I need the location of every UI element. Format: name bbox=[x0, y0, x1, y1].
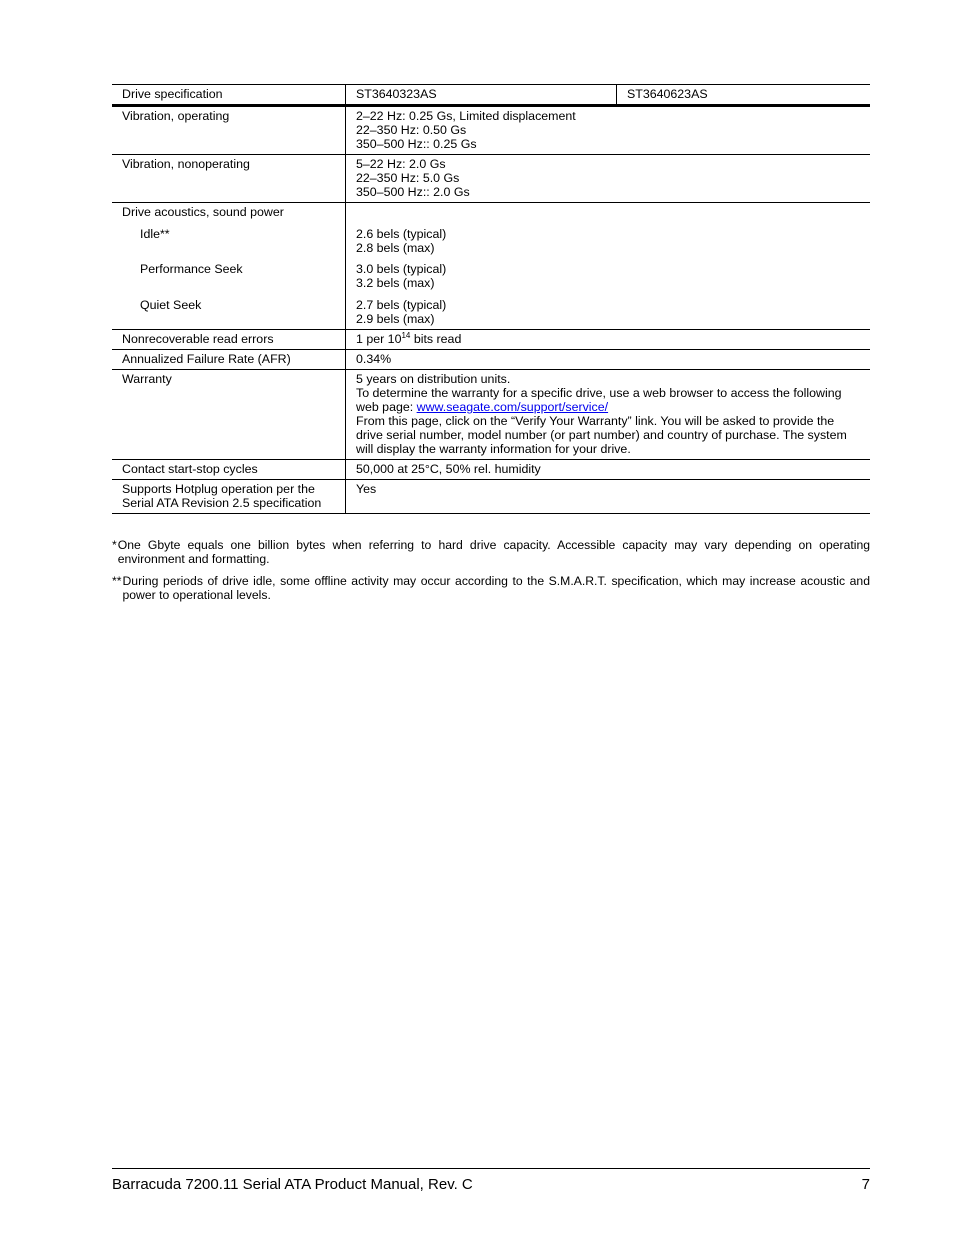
value-line: 22–350 Hz: 0.50 Gs bbox=[356, 123, 467, 137]
footnote-mark: ** bbox=[112, 574, 122, 588]
row-value: 50,000 at 25°C, 50% rel. humidity bbox=[346, 460, 871, 480]
row-value: 0.34% bbox=[346, 350, 871, 370]
quiet-typical: 2.7 bels (typical) bbox=[356, 298, 447, 312]
header-model-2: ST3640623AS bbox=[617, 85, 871, 106]
footnotes bbox=[112, 538, 870, 610]
table-row-warranty bbox=[112, 370, 870, 460]
value-line: 350–500 Hz:: 2.0 Gs bbox=[356, 185, 470, 199]
page-number: 7 bbox=[861, 1176, 870, 1193]
row-value bbox=[346, 106, 871, 155]
table-row-afr bbox=[112, 350, 870, 370]
row-label bbox=[112, 203, 346, 330]
row-label: Contact start-stop cycles bbox=[112, 460, 346, 480]
row-value bbox=[346, 155, 871, 203]
footnote bbox=[112, 538, 870, 566]
footnote-text: During periods of drive idle, some offline activity may occur according to the S.M.A.R.T. specification, which may increase acoustic and power to operational levels. bbox=[122, 574, 870, 602]
acoustics-quiet-label: Quiet Seek bbox=[140, 298, 202, 312]
table-row-vibration-operating bbox=[112, 106, 870, 155]
row-value bbox=[346, 203, 871, 330]
spec-table bbox=[112, 84, 870, 514]
row-label: Vibration, operating bbox=[112, 106, 346, 155]
row-label: Warranty bbox=[112, 370, 346, 460]
acoustics-performance-label: Performance Seek bbox=[140, 262, 243, 276]
value-suffix: bits read bbox=[410, 332, 462, 346]
row-label: Supports Hotplug operation per the Serial ATA Revision 2.5 specification bbox=[112, 480, 346, 514]
value-line: 22–350 Hz: 5.0 Gs bbox=[356, 171, 460, 185]
warranty-link[interactable]: www.seagate.com/support/service/ bbox=[416, 400, 609, 414]
row-value bbox=[346, 370, 871, 460]
warranty-line-1: 5 years on distribution units. bbox=[356, 372, 511, 386]
warranty-line-3: From this page, click on the “Verify Your Warranty” link. You will be asked to provide the drive serial number, model number (or part number) and country of purchase. The system will display the warranty information for your drive. bbox=[356, 414, 847, 456]
footer-rule bbox=[112, 1168, 870, 1169]
acoustics-label: Drive acoustics, sound power bbox=[122, 205, 284, 219]
warranty-text: To determine the warranty for a specific drive, use a web browser to access the following web page: bbox=[356, 386, 842, 414]
value-prefix: 1 per 10 bbox=[356, 332, 402, 346]
row-label: Annualized Failure Rate (AFR) bbox=[112, 350, 346, 370]
performance-typical: 3.0 bels (typical) bbox=[356, 262, 447, 276]
table-row-vibration-nonoperating bbox=[112, 155, 870, 203]
footer-title: Barracuda 7200.11 Serial ATA Product Manual, Rev. C bbox=[112, 1176, 473, 1193]
idle-max: 2.8 bels (max) bbox=[356, 241, 435, 255]
performance-max: 3.2 bels (max) bbox=[356, 276, 435, 290]
footnote-mark: * bbox=[112, 538, 117, 552]
footnote bbox=[112, 574, 870, 602]
value-line: 5–22 Hz: 2.0 Gs bbox=[356, 157, 446, 171]
row-value bbox=[346, 330, 871, 350]
idle-typical: 2.6 bels (typical) bbox=[356, 227, 447, 241]
quiet-max: 2.9 bels (max) bbox=[356, 312, 435, 326]
value-line: 2–22 Hz: 0.25 Gs, Limited displacement bbox=[356, 109, 576, 123]
table-header-row bbox=[112, 85, 870, 106]
header-drive-spec: Drive specification bbox=[112, 85, 346, 106]
header-model-1: ST3640323AS bbox=[346, 85, 617, 106]
row-value: Yes bbox=[346, 480, 871, 514]
footnote-text: One Gbyte equals one billion bytes when referring to hard drive capacity. Accessible capacity may vary depending on operating environment and formatting. bbox=[117, 538, 870, 566]
table-row-start-stop bbox=[112, 460, 870, 480]
row-label: Vibration, nonoperating bbox=[112, 155, 346, 203]
table-row-acoustics bbox=[112, 203, 870, 330]
row-label: Nonrecoverable read errors bbox=[112, 330, 346, 350]
table-row-hotplug bbox=[112, 480, 870, 514]
value-exponent: 14 bbox=[401, 331, 411, 340]
table-row-nonrecoverable bbox=[112, 330, 870, 350]
acoustics-idle-label: Idle** bbox=[140, 227, 170, 241]
warranty-line-2 bbox=[356, 386, 860, 414]
value-line: 350–500 Hz:: 0.25 Gs bbox=[356, 137, 477, 151]
